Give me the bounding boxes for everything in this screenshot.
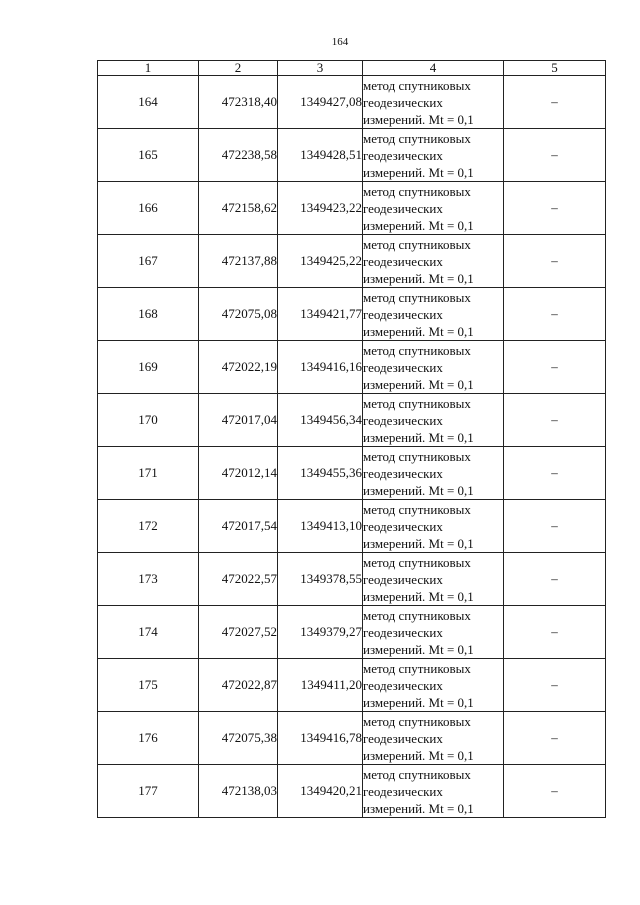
x-coordinate-cell: 472158,62: [199, 182, 278, 235]
table-row: [98, 341, 606, 394]
method-line: метод спутниковых: [363, 183, 471, 199]
point-number-cell: 168: [98, 288, 199, 341]
point-number-cell: 165: [98, 129, 199, 182]
coordinates-table: [97, 60, 606, 818]
method-line: метод спутниковых: [363, 554, 471, 570]
method-cell: [363, 76, 504, 129]
method-line: метод спутниковых: [363, 395, 471, 411]
y-coordinate-cell: 1349379,27: [278, 606, 363, 659]
method-line: измерений. Mt = 0,1: [363, 747, 474, 763]
table-row: [98, 235, 606, 288]
method-line: измерений. Mt = 0,1: [363, 800, 474, 816]
header-row: [98, 61, 606, 76]
y-coordinate-cell: 1349420,21: [278, 765, 363, 818]
table-row: [98, 182, 606, 235]
note-cell: –: [504, 341, 606, 394]
note-cell: –: [504, 553, 606, 606]
table-row: [98, 76, 606, 129]
method-line: метод спутниковых: [363, 766, 471, 782]
point-number-cell: 169: [98, 341, 199, 394]
note-cell: –: [504, 712, 606, 765]
header-col-3: 3: [278, 61, 363, 76]
note-cell: –: [504, 606, 606, 659]
method-line: измерений. Mt = 0,1: [363, 429, 474, 445]
y-coordinate-cell: 1349411,20: [278, 659, 363, 712]
point-number-cell: 172: [98, 500, 199, 553]
table-row: [98, 712, 606, 765]
method-line: метод спутниковых: [363, 501, 471, 517]
point-number-cell: 166: [98, 182, 199, 235]
method-line: геодезических: [363, 465, 443, 481]
method-cell: [363, 765, 504, 818]
method-line: геодезических: [363, 147, 443, 163]
method-cell: [363, 394, 504, 447]
table-row: [98, 394, 606, 447]
header-col-1: 1: [98, 61, 199, 76]
note-cell: –: [504, 394, 606, 447]
note-cell: –: [504, 500, 606, 553]
note-cell: –: [504, 129, 606, 182]
table-row: [98, 447, 606, 500]
method-line: метод спутниковых: [363, 448, 471, 464]
method-cell: [363, 288, 504, 341]
x-coordinate-cell: 472017,04: [199, 394, 278, 447]
method-line: геодезических: [363, 518, 443, 534]
x-coordinate-cell: 472138,03: [199, 765, 278, 818]
page-number: 164: [331, 36, 349, 48]
method-line: измерений. Mt = 0,1: [363, 376, 474, 392]
method-cell: [363, 659, 504, 712]
method-line: геодезических: [363, 94, 443, 110]
note-cell: –: [504, 76, 606, 129]
y-coordinate-cell: 1349427,08: [278, 76, 363, 129]
y-coordinate-cell: 1349378,55: [278, 553, 363, 606]
note-cell: –: [504, 765, 606, 818]
method-line: измерений. Mt = 0,1: [363, 323, 474, 339]
x-coordinate-cell: 472022,57: [199, 553, 278, 606]
method-line: геодезических: [363, 624, 443, 640]
point-number-cell: 176: [98, 712, 199, 765]
method-line: измерений. Mt = 0,1: [363, 535, 474, 551]
point-number-cell: 171: [98, 447, 199, 500]
method-line: измерений. Mt = 0,1: [363, 164, 474, 180]
y-coordinate-cell: 1349455,36: [278, 447, 363, 500]
method-line: метод спутниковых: [363, 607, 471, 623]
y-coordinate-cell: 1349456,34: [278, 394, 363, 447]
method-line: геодезических: [363, 200, 443, 216]
method-line: метод спутниковых: [363, 713, 471, 729]
table-row: [98, 500, 606, 553]
x-coordinate-cell: 472075,38: [199, 712, 278, 765]
method-cell: [363, 553, 504, 606]
table-row: [98, 606, 606, 659]
method-line: метод спутниковых: [363, 660, 471, 676]
x-coordinate-cell: 472027,52: [199, 606, 278, 659]
method-line: геодезических: [363, 253, 443, 269]
x-coordinate-cell: 472075,08: [199, 288, 278, 341]
method-line: геодезических: [363, 783, 443, 799]
method-line: метод спутниковых: [363, 236, 471, 252]
y-coordinate-cell: 1349425,22: [278, 235, 363, 288]
x-coordinate-cell: 472012,14: [199, 447, 278, 500]
note-cell: –: [504, 659, 606, 712]
y-coordinate-cell: 1349423,22: [278, 182, 363, 235]
method-line: геодезических: [363, 571, 443, 587]
method-line: измерений. Mt = 0,1: [363, 270, 474, 286]
method-line: геодезических: [363, 306, 443, 322]
x-coordinate-cell: 472238,58: [199, 129, 278, 182]
method-line: метод спутниковых: [363, 289, 471, 305]
x-coordinate-cell: 472017,54: [199, 500, 278, 553]
table-row: [98, 765, 606, 818]
note-cell: –: [504, 447, 606, 500]
note-cell: –: [504, 235, 606, 288]
y-coordinate-cell: 1349413,10: [278, 500, 363, 553]
note-cell: –: [504, 288, 606, 341]
x-coordinate-cell: 472318,40: [199, 76, 278, 129]
table-body: [98, 76, 606, 818]
method-line: измерений. Mt = 0,1: [363, 482, 474, 498]
header-col-4: 4: [363, 61, 504, 76]
point-number-cell: 174: [98, 606, 199, 659]
method-cell: [363, 447, 504, 500]
method-cell: [363, 341, 504, 394]
method-line: геодезических: [363, 730, 443, 746]
method-cell: [363, 712, 504, 765]
y-coordinate-cell: 1349421,77: [278, 288, 363, 341]
note-cell: –: [504, 182, 606, 235]
method-line: геодезических: [363, 412, 443, 428]
y-coordinate-cell: 1349428,51: [278, 129, 363, 182]
method-cell: [363, 235, 504, 288]
x-coordinate-cell: 472137,88: [199, 235, 278, 288]
header-col-2: 2: [199, 61, 278, 76]
method-cell: [363, 182, 504, 235]
method-cell: [363, 500, 504, 553]
point-number-cell: 177: [98, 765, 199, 818]
x-coordinate-cell: 472022,87: [199, 659, 278, 712]
method-line: измерений. Mt = 0,1: [363, 641, 474, 657]
method-cell: [363, 606, 504, 659]
method-line: измерений. Mt = 0,1: [363, 111, 474, 127]
point-number-cell: 167: [98, 235, 199, 288]
method-cell: [363, 129, 504, 182]
method-line: измерений. Mt = 0,1: [363, 217, 474, 233]
method-line: метод спутниковых: [363, 77, 471, 93]
y-coordinate-cell: 1349416,16: [278, 341, 363, 394]
point-number-cell: 164: [98, 76, 199, 129]
x-coordinate-cell: 472022,19: [199, 341, 278, 394]
method-line: геодезических: [363, 359, 443, 375]
table-row: [98, 129, 606, 182]
point-number-cell: 173: [98, 553, 199, 606]
table-row: [98, 553, 606, 606]
table-row: [98, 659, 606, 712]
header-col-5: 5: [504, 61, 606, 76]
table-row: [98, 288, 606, 341]
method-line: метод спутниковых: [363, 130, 471, 146]
point-number-cell: 170: [98, 394, 199, 447]
method-line: измерений. Mt = 0,1: [363, 694, 474, 710]
method-line: измерений. Mt = 0,1: [363, 588, 474, 604]
y-coordinate-cell: 1349416,78: [278, 712, 363, 765]
method-line: геодезических: [363, 677, 443, 693]
point-number-cell: 175: [98, 659, 199, 712]
method-line: метод спутниковых: [363, 342, 471, 358]
